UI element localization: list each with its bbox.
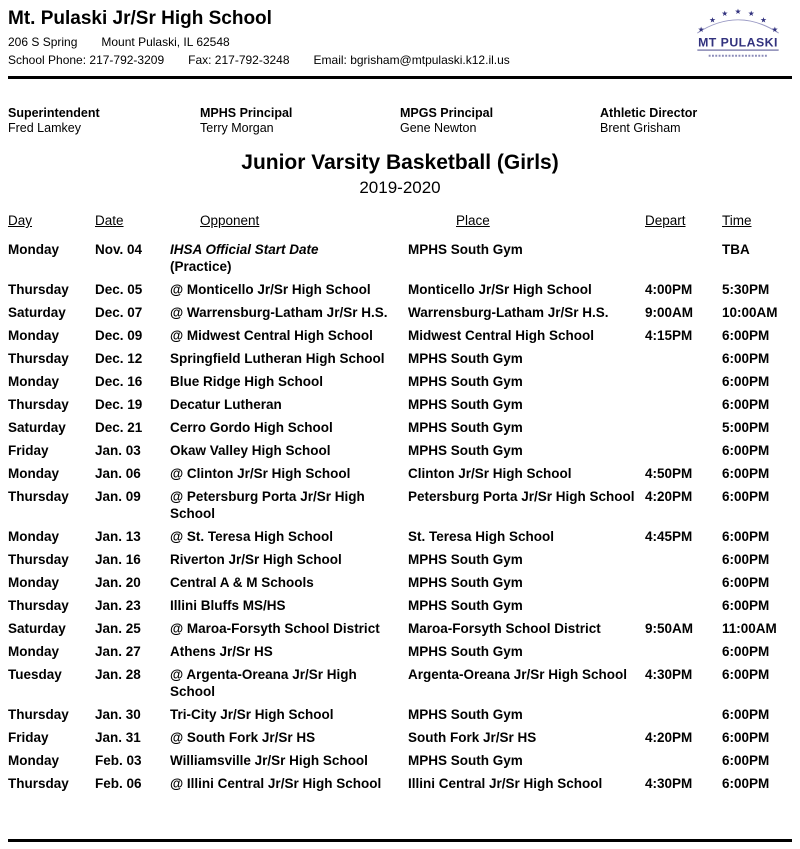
cell-time: 6:00PM [722,351,770,366]
cell-depart [645,548,722,571]
cell-day: Monday [8,466,60,481]
cell-depart [645,393,722,416]
school-address [8,35,792,49]
svg-text:★: ★ [709,15,716,25]
opponent-name: @ Monticello Jr/Sr High School [170,282,371,297]
schedule-row [8,416,792,439]
cell-date: Jan. 30 [95,707,141,722]
cell-place: MPHS South Gym [408,644,523,659]
cell-depart [645,703,722,726]
cell-depart: 4:50PM [645,466,693,481]
cell-time: 6:00PM [722,644,770,659]
contact-phone: School Phone: 217-792-3209 [8,53,165,67]
cell-date: Jan. 31 [95,730,141,745]
cell-depart: 4:45PM [645,529,693,544]
cell-place: MPHS South Gym [408,420,523,435]
cell-opponent [170,594,408,617]
opponent-name: Cerro Gordo High School [170,420,333,435]
schedule-row [8,462,792,485]
column-header-date [95,213,170,238]
opponent-name: IHSA Official Start Date [170,242,319,257]
opponent-name: Illini Bluffs MS/HS [170,598,286,613]
opponent-note: (Practice) [170,259,232,274]
cell-depart: 9:50AM [645,621,694,636]
schedule-title: Junior Varsity Basketball (Girls) [241,151,559,174]
staff-member [600,106,792,136]
column-header-day [8,213,95,238]
schedule-row [8,525,792,548]
cell-opponent [170,726,408,749]
cell-place: Petersburg Porta Jr/Sr High School [408,489,635,504]
cell-day: Tuesday [8,667,62,682]
cell-opponent [170,703,408,726]
cell-time: 6:00PM [722,489,770,504]
opponent-name: Decatur Lutheran [170,397,282,412]
cell-opponent [170,525,408,548]
cell-day: Monday [8,644,60,659]
cell-time: 5:00PM [722,420,770,435]
cell-time: 6:00PM [722,552,770,567]
cell-date: Dec. 21 [95,420,143,435]
logo-stars [698,7,779,34]
cell-time: 6:00PM [722,328,770,343]
cell-opponent [170,393,408,416]
cell-place: MPHS South Gym [408,707,523,722]
cell-time: 6:00PM [722,529,770,544]
column-header-opponent [170,213,408,238]
schedule-table [8,213,792,795]
column-header-depart [645,213,722,238]
cell-day: Monday [8,529,60,544]
cell-time: 11:00AM [722,621,777,636]
cell-time: 6:00PM [722,707,770,722]
staff-name: Fred Lamkey [8,121,81,135]
cell-place: South Fork Jr/Sr HS [408,730,537,745]
cell-date: Feb. 06 [95,776,142,791]
cell-day: Monday [8,753,60,768]
cell-day: Saturday [8,305,66,320]
schedule-row [8,594,792,617]
cell-time: 6:00PM [722,374,770,389]
schedule-row [8,324,792,347]
school-logo [686,4,790,69]
cell-day: Monday [8,374,60,389]
schedule-row [8,278,792,301]
header-row [8,213,792,238]
cell-day: Friday [8,730,49,745]
address-city: Mount Pulaski, IL 62548 [101,35,230,49]
staff-role: MPGS Principal [400,106,494,120]
staff-role: Athletic Director [600,106,698,120]
schedule-row [8,301,792,324]
opponent-name: Riverton Jr/Sr High School [170,552,342,567]
cell-depart: 4:00PM [645,282,693,297]
cell-date: Dec. 16 [95,374,143,389]
cell-depart [645,571,722,594]
cell-time: 6:00PM [722,598,770,613]
opponent-name: @ Petersburg Porta Jr/Sr High School [170,489,365,521]
cell-place: Clinton Jr/Sr High School [408,466,572,481]
cell-opponent [170,439,408,462]
cell-opponent [170,347,408,370]
cell-date: Jan. 27 [95,644,141,659]
cell-time: 6:00PM [722,753,770,768]
cell-date: Jan. 03 [95,443,141,458]
cell-opponent [170,238,408,278]
cell-place: MPHS South Gym [408,753,523,768]
cell-day: Thursday [8,489,69,504]
cell-date: Jan. 13 [95,529,141,544]
schedule-row [8,347,792,370]
opponent-name: @ Argenta-Oreana Jr/Sr High School [170,667,357,699]
cell-date: Dec. 05 [95,282,143,297]
opponent-name: Athens Jr/Sr HS [170,644,273,659]
contact-email: Email: bgrisham@mtpulaski.k12.il.us [313,53,510,67]
schedule-row [8,640,792,663]
schedule-row [8,370,792,393]
cell-place: St. Teresa High School [408,529,555,544]
schedule-row [8,485,792,525]
svg-text:★: ★ [734,7,742,17]
column-header-label: Depart [645,213,686,228]
cell-day: Monday [8,242,60,257]
column-header-label: Date [95,213,124,228]
schedule-row [8,548,792,571]
cell-depart [645,370,722,393]
cell-depart [645,347,722,370]
cell-depart: 4:15PM [645,328,693,343]
cell-date: Dec. 19 [95,397,143,412]
cell-date: Dec. 09 [95,328,143,343]
opponent-name: @ South Fork Jr/Sr HS [170,730,316,745]
cell-time: 10:00AM [722,305,778,320]
cell-place: MPHS South Gym [408,397,523,412]
cell-day: Friday [8,443,49,458]
cell-opponent [170,370,408,393]
cell-opponent [170,640,408,663]
cell-place: MPHS South Gym [408,443,523,458]
cell-place: Monticello Jr/Sr High School [408,282,592,297]
cell-depart [645,640,722,663]
cell-place: Illini Central Jr/Sr High School [408,776,603,791]
cell-depart: 4:20PM [645,489,693,504]
cell-time: 6:00PM [722,667,770,682]
column-header-time [722,213,792,238]
schedule-table-head [8,213,792,238]
opponent-name: @ St. Teresa High School [170,529,333,544]
svg-text:★: ★ [760,15,767,25]
cell-opponent [170,617,408,640]
column-header-label: Opponent [200,213,260,228]
cell-day: Thursday [8,552,69,567]
cell-date: Feb. 03 [95,753,142,768]
schedule-row [8,749,792,772]
opponent-name: @ Maroa-Forsyth School District [170,621,380,636]
schedule-row [8,726,792,749]
schedule-row [8,772,792,795]
schedule-row [8,439,792,462]
cell-place: MPHS South Gym [408,242,523,257]
cell-date: Dec. 07 [95,305,143,320]
cell-opponent [170,324,408,347]
address-street: 206 S Spring [8,35,78,49]
staff-member [200,106,400,136]
cell-opponent [170,416,408,439]
schedule-row [8,238,792,278]
staff-member [8,106,200,136]
cell-time: 6:00PM [722,776,770,791]
cell-place: MPHS South Gym [408,351,523,366]
schedule-row [8,393,792,416]
schedule-table-body [8,238,792,795]
cell-depart [645,416,722,439]
cell-place: Argenta-Oreana Jr/Sr High School [408,667,628,682]
header-divider [8,76,792,79]
cell-depart [645,238,722,278]
cell-date: Jan. 16 [95,552,141,567]
cell-date: Jan. 20 [95,575,141,590]
column-header-label: Time [722,213,752,228]
schedule-row [8,703,792,726]
season-label: 2019-2020 [359,178,441,197]
opponent-name: @ Midwest Central High School [170,328,373,343]
schedule-row [8,617,792,640]
school-name: Mt. Pulaski Jr/Sr High School [8,8,272,29]
cell-day: Monday [8,328,60,343]
cell-day: Saturday [8,420,66,435]
cell-day: Thursday [8,351,69,366]
opponent-name: Blue Ridge High School [170,374,324,389]
cell-depart [645,439,722,462]
schedule-row [8,571,792,594]
staff-name: Gene Newton [400,121,477,135]
opponent-name: Central A & M Schools [170,575,314,590]
cell-opponent [170,749,408,772]
cell-place: MPHS South Gym [408,374,523,389]
cell-time: 6:00PM [722,730,770,745]
cell-opponent [170,548,408,571]
cell-depart: 4:30PM [645,667,693,682]
cell-depart: 4:30PM [645,776,693,791]
staff-name: Brent Grisham [600,121,681,135]
staff-role: Superintendent [8,106,100,120]
cell-place: Warrensburg-Latham Jr/Sr H.S. [408,305,609,320]
opponent-name: Okaw Valley High School [170,443,331,458]
cell-opponent [170,571,408,594]
cell-place: MPHS South Gym [408,598,523,613]
cell-date: Nov. 04 [95,242,143,257]
cell-place: MPHS South Gym [408,575,523,590]
logo-text: MT PULASKI [698,35,778,50]
cell-date: Jan. 06 [95,466,141,481]
opponent-name: Springfield Lutheran High School [170,351,385,366]
cell-day: Thursday [8,282,69,297]
cell-time: 6:00PM [722,443,770,458]
column-header-label: Day [8,213,33,228]
staff-member [400,106,600,136]
cell-day: Thursday [8,776,69,791]
svg-text:★: ★ [771,25,779,35]
cell-place: Midwest Central High School [408,328,595,343]
column-header-label: Place [456,213,490,228]
svg-text:★: ★ [697,25,705,35]
cell-time: TBA [722,242,750,257]
cell-date: Jan. 09 [95,489,141,504]
cell-depart [645,594,722,617]
cell-date: Jan. 23 [95,598,141,613]
cell-depart: 4:20PM [645,730,693,745]
opponent-name: Williamsville Jr/Sr High School [170,753,368,768]
cell-date: Jan. 25 [95,621,141,636]
cell-opponent [170,663,408,703]
staff-name: Terry Morgan [200,121,274,135]
svg-text:★: ★ [721,9,729,19]
school-logo-graphic [686,4,790,64]
opponent-name: @ Clinton Jr/Sr High School [170,466,351,481]
cell-day: Monday [8,575,60,590]
cell-day: Thursday [8,397,69,412]
cell-day: Saturday [8,621,66,636]
staff-role: MPHS Principal [200,106,293,120]
cell-place: Maroa-Forsyth School District [408,621,601,636]
cell-opponent [170,301,408,324]
cell-date: Dec. 12 [95,351,143,366]
cell-opponent [170,462,408,485]
schedule-row [8,663,792,703]
opponent-name: Tri-City Jr/Sr High School [170,707,334,722]
column-header-place [408,213,645,238]
contact-fax: Fax: 217-792-3248 [188,53,290,67]
cell-day: Thursday [8,598,69,613]
cell-opponent [170,278,408,301]
svg-text:★: ★ [747,9,755,19]
cell-time: 6:00PM [722,466,770,481]
document-header [8,8,792,67]
cell-opponent [170,485,408,525]
cell-time: 6:00PM [722,575,770,590]
cell-place: MPHS South Gym [408,552,523,567]
cell-day: Thursday [8,707,69,722]
cell-opponent [170,772,408,795]
cell-time: 5:30PM [722,282,770,297]
school-contact [8,53,792,67]
staff-row [8,106,792,136]
opponent-name: @ Warrensburg-Latham Jr/Sr H.S. [170,305,388,320]
cell-depart [645,749,722,772]
cell-depart: 9:00AM [645,305,694,320]
cell-time: 6:00PM [722,397,770,412]
opponent-name: @ Illini Central Jr/Sr High School [170,776,382,791]
footer-divider [8,839,792,842]
cell-date: Jan. 28 [95,667,141,682]
